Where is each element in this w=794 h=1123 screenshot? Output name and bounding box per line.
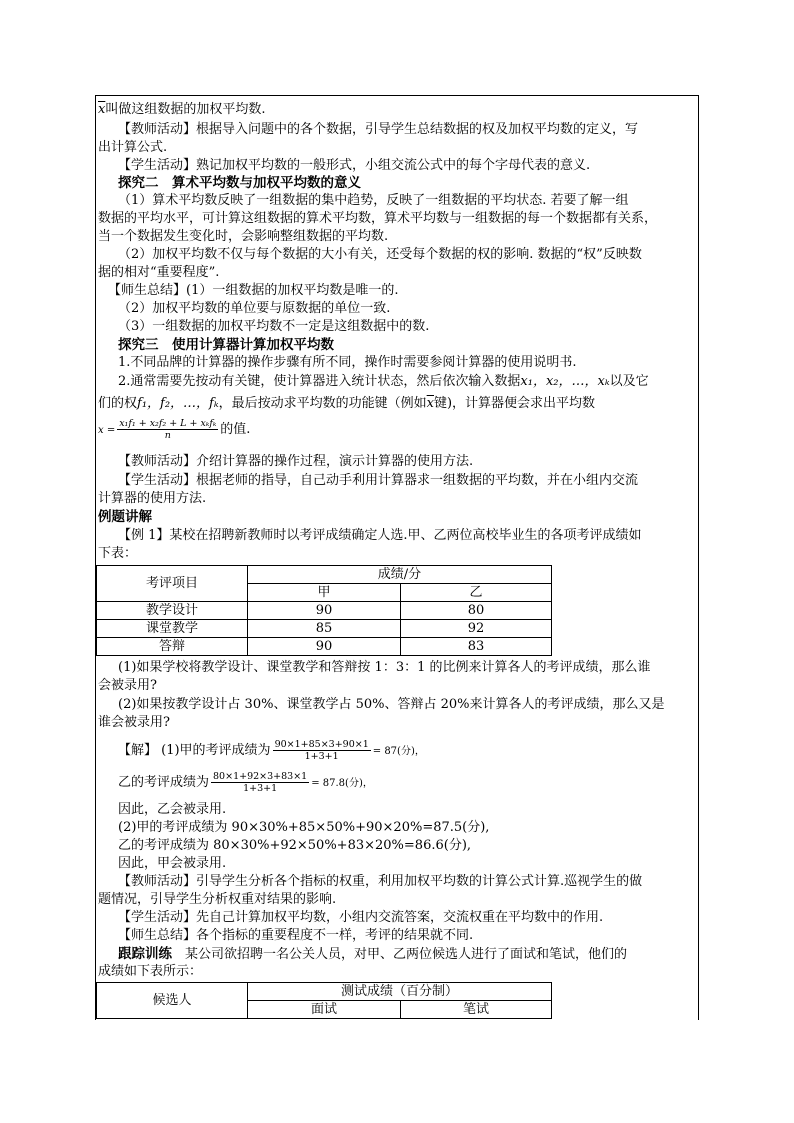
x-bar-symbol: $\overline{x}$ (98, 102, 106, 117)
para-2-1: （2）加权平均数不仅与每个数据的大小有关，还受每个数据的权的影响. 数据的“权”反映数 (118, 247, 642, 262)
practice-intro-cont: 成绩如下表所示： (98, 964, 203, 979)
calc-step-1: 1.不同品牌的计算器的操作步骤有所不同，操作时需要参阅计算器的使用说明书. (118, 355, 577, 370)
summary-final: 【师生总结】各个指标的重要程度不一样，考评的结果就不同. (118, 928, 474, 943)
teacher-activity-2: 【教师活动】介绍计算器的操作过程，演示计算器的使用方法. (118, 454, 474, 469)
student-activity-1: 【学生活动】熟记加权平均数的一般形式，小组交流公式中的每个字母代表的意义. (118, 158, 591, 173)
table-row: 答辩 90 83 (97, 638, 552, 656)
fraction-b: $\frac{80\times 1+92\times 3+83\times 1}{1+3+1}$ (213, 771, 308, 794)
question-1-cont: 会被录用? (98, 678, 157, 693)
student-activity-2-cont: 计算器的使用方法. (98, 491, 207, 506)
line-1: $\overline{x}$叫做这组数据的加权平均数. (98, 102, 266, 117)
question-1: (1)如果学校将教学设计、课堂教学和答辩按 1：3：1 的比例来计算各人的考评成绩，那么谁 (118, 660, 651, 675)
header-written: 笔试 (401, 1001, 552, 1019)
calc-step-2-cont: 们的权f₁，f₂，…，fₖ，最后按动求平均数的功能键（例如$\overline{x}$键)，计算器便会求出平均数 (98, 396, 596, 411)
table-row: 课堂教学 85 92 (97, 620, 552, 638)
student-activity-3: 【学生活动】先自己计算加权平均数，小组内交流答案，交流权重在平均数中的作用. (118, 910, 604, 925)
section-heading-3: 探究三 使用计算器计算加权平均数 (118, 337, 334, 353)
teacher-activity-3: 【教师活动】引导学生分析各个指标的权重，利用加权平均数的计算公式计算.巡视学生的做 (118, 874, 643, 889)
practice-heading: 跟踪训练 (118, 946, 172, 962)
example-1-text-cont: 下表： (98, 546, 138, 561)
summary-2: （2）加权平均数的单位要与原数据的单位一致. (118, 301, 391, 316)
header-candidate: 候选人 (97, 983, 248, 1019)
weight-variables: f₁，f₂，…，fₖ (137, 396, 219, 411)
question-2: (2)如果按教学设计占 30%、课堂教学占 50%、答辩占 20%来计算各人的考评成绩，那么又是 (118, 697, 665, 712)
scores-table (96, 565, 552, 656)
summary-3: （3）一组数据的加权平均数不一定是这组数据中的数. (118, 319, 430, 334)
solution-2-conclusion: 因此，甲会被录用. (118, 856, 227, 871)
mean-key: $\overline{x}$ (426, 396, 434, 411)
solution-2-a: (2)甲的考评成绩为 90×30%+85×50%+90×20%=87.5(分), (118, 820, 490, 835)
header-interview: 面试 (248, 1001, 401, 1019)
fraction-a: $\frac{90\times 1+85\times 3+90\times 1}{1+3+1}$ (274, 739, 369, 762)
teacher-activity-3-cont: 题情况，引导学生分析权重对结果的影响. (98, 892, 337, 907)
solution-1: 【解】 (1)甲的考评成绩为 $\frac{90\times 1+85\times 3+90\times 1}{1+3+1}$ = 87(分)， (118, 739, 425, 762)
header-score: 成绩/分 (248, 566, 552, 584)
summary-1: 【师生总结】(1）一组数据的加权平均数是唯一的. (108, 283, 399, 298)
line-3: 出计算公式. (98, 140, 168, 155)
solution-1-conclusion: 因此，乙会被录用. (118, 802, 227, 817)
section-heading-2: 探究二 算术平均数与加权平均数的意义 (118, 175, 361, 191)
header-item: 考评项目 (97, 566, 248, 602)
examples-heading: 例题讲解 (98, 509, 152, 525)
content-frame (95, 95, 699, 1020)
solution-1-b: 乙的考评成绩为 $\frac{80\times 1+92\times 3+83\times 1}{1+3+1}$ = 87.8(分)， (118, 771, 373, 794)
table-row: 教学设计 90 80 (97, 602, 552, 620)
para-1-3: 当一个数据发生变化时，会影响整组数据的平均数. (98, 229, 389, 244)
data-variables: x₁，x₂，…，xₖ (520, 374, 610, 389)
calc-step-2: 2.通常需要先按动有关键，使计算器进入统计状态，然后依次输入数据x₁，x₂，…，xₖ以及它 (118, 374, 649, 389)
para-1-1: （1）算术平均数反映了一组数据的集中趋势，反映了一组数据的平均状态. 若要了解一组 (118, 193, 629, 208)
candidate-table (96, 982, 552, 1019)
practice-intro: 跟踪训练 某公司欲招聘一名公关人员，对甲、乙两位候选人进行了面试和笔试，他们的 (118, 946, 628, 962)
header-candidate-b: 乙 (401, 584, 552, 602)
student-activity-2: 【学生活动】根据老师的指导，自己动手利用计算器求一组数据的平均数，并在小组内交流 (118, 473, 639, 488)
para-1-2: 数据的平均水平，可计算这组数据的算术平均数，算术平均数与一组数据的每一个数据都有关系， (98, 211, 658, 226)
example-1-text: 【例 1】某校在招聘新教师时以考评成绩确定人选.甲、乙两位高校毕业生的各项考评成绩如 (118, 528, 642, 543)
header-test-score: 测试成绩（百分制） (248, 983, 552, 1001)
para-2-2: 据的相对“重要程度”. (98, 265, 220, 280)
solution-2-b: 乙的考评成绩为 80×30%+92×50%+83×20%=86.6(分), (118, 838, 472, 853)
header-candidate-a: 甲 (248, 584, 401, 602)
question-2-cont: 谁会被录用? (98, 715, 170, 730)
teacher-activity-1: 【教师活动】根据导入问题中的各个数据，引导学生总结数据的权及加权平均数的定义，写 (118, 122, 639, 137)
weighted-mean-formula: x = $\frac{\text{x₁f₁ + x₂f₂ + L + xₖfₖ}}{n}$ 的值. (98, 418, 251, 441)
formula-fraction: $\frac{\text{x₁f₁ + x₂f₂ + L + xₖfₖ}}{n}$ (119, 418, 217, 441)
